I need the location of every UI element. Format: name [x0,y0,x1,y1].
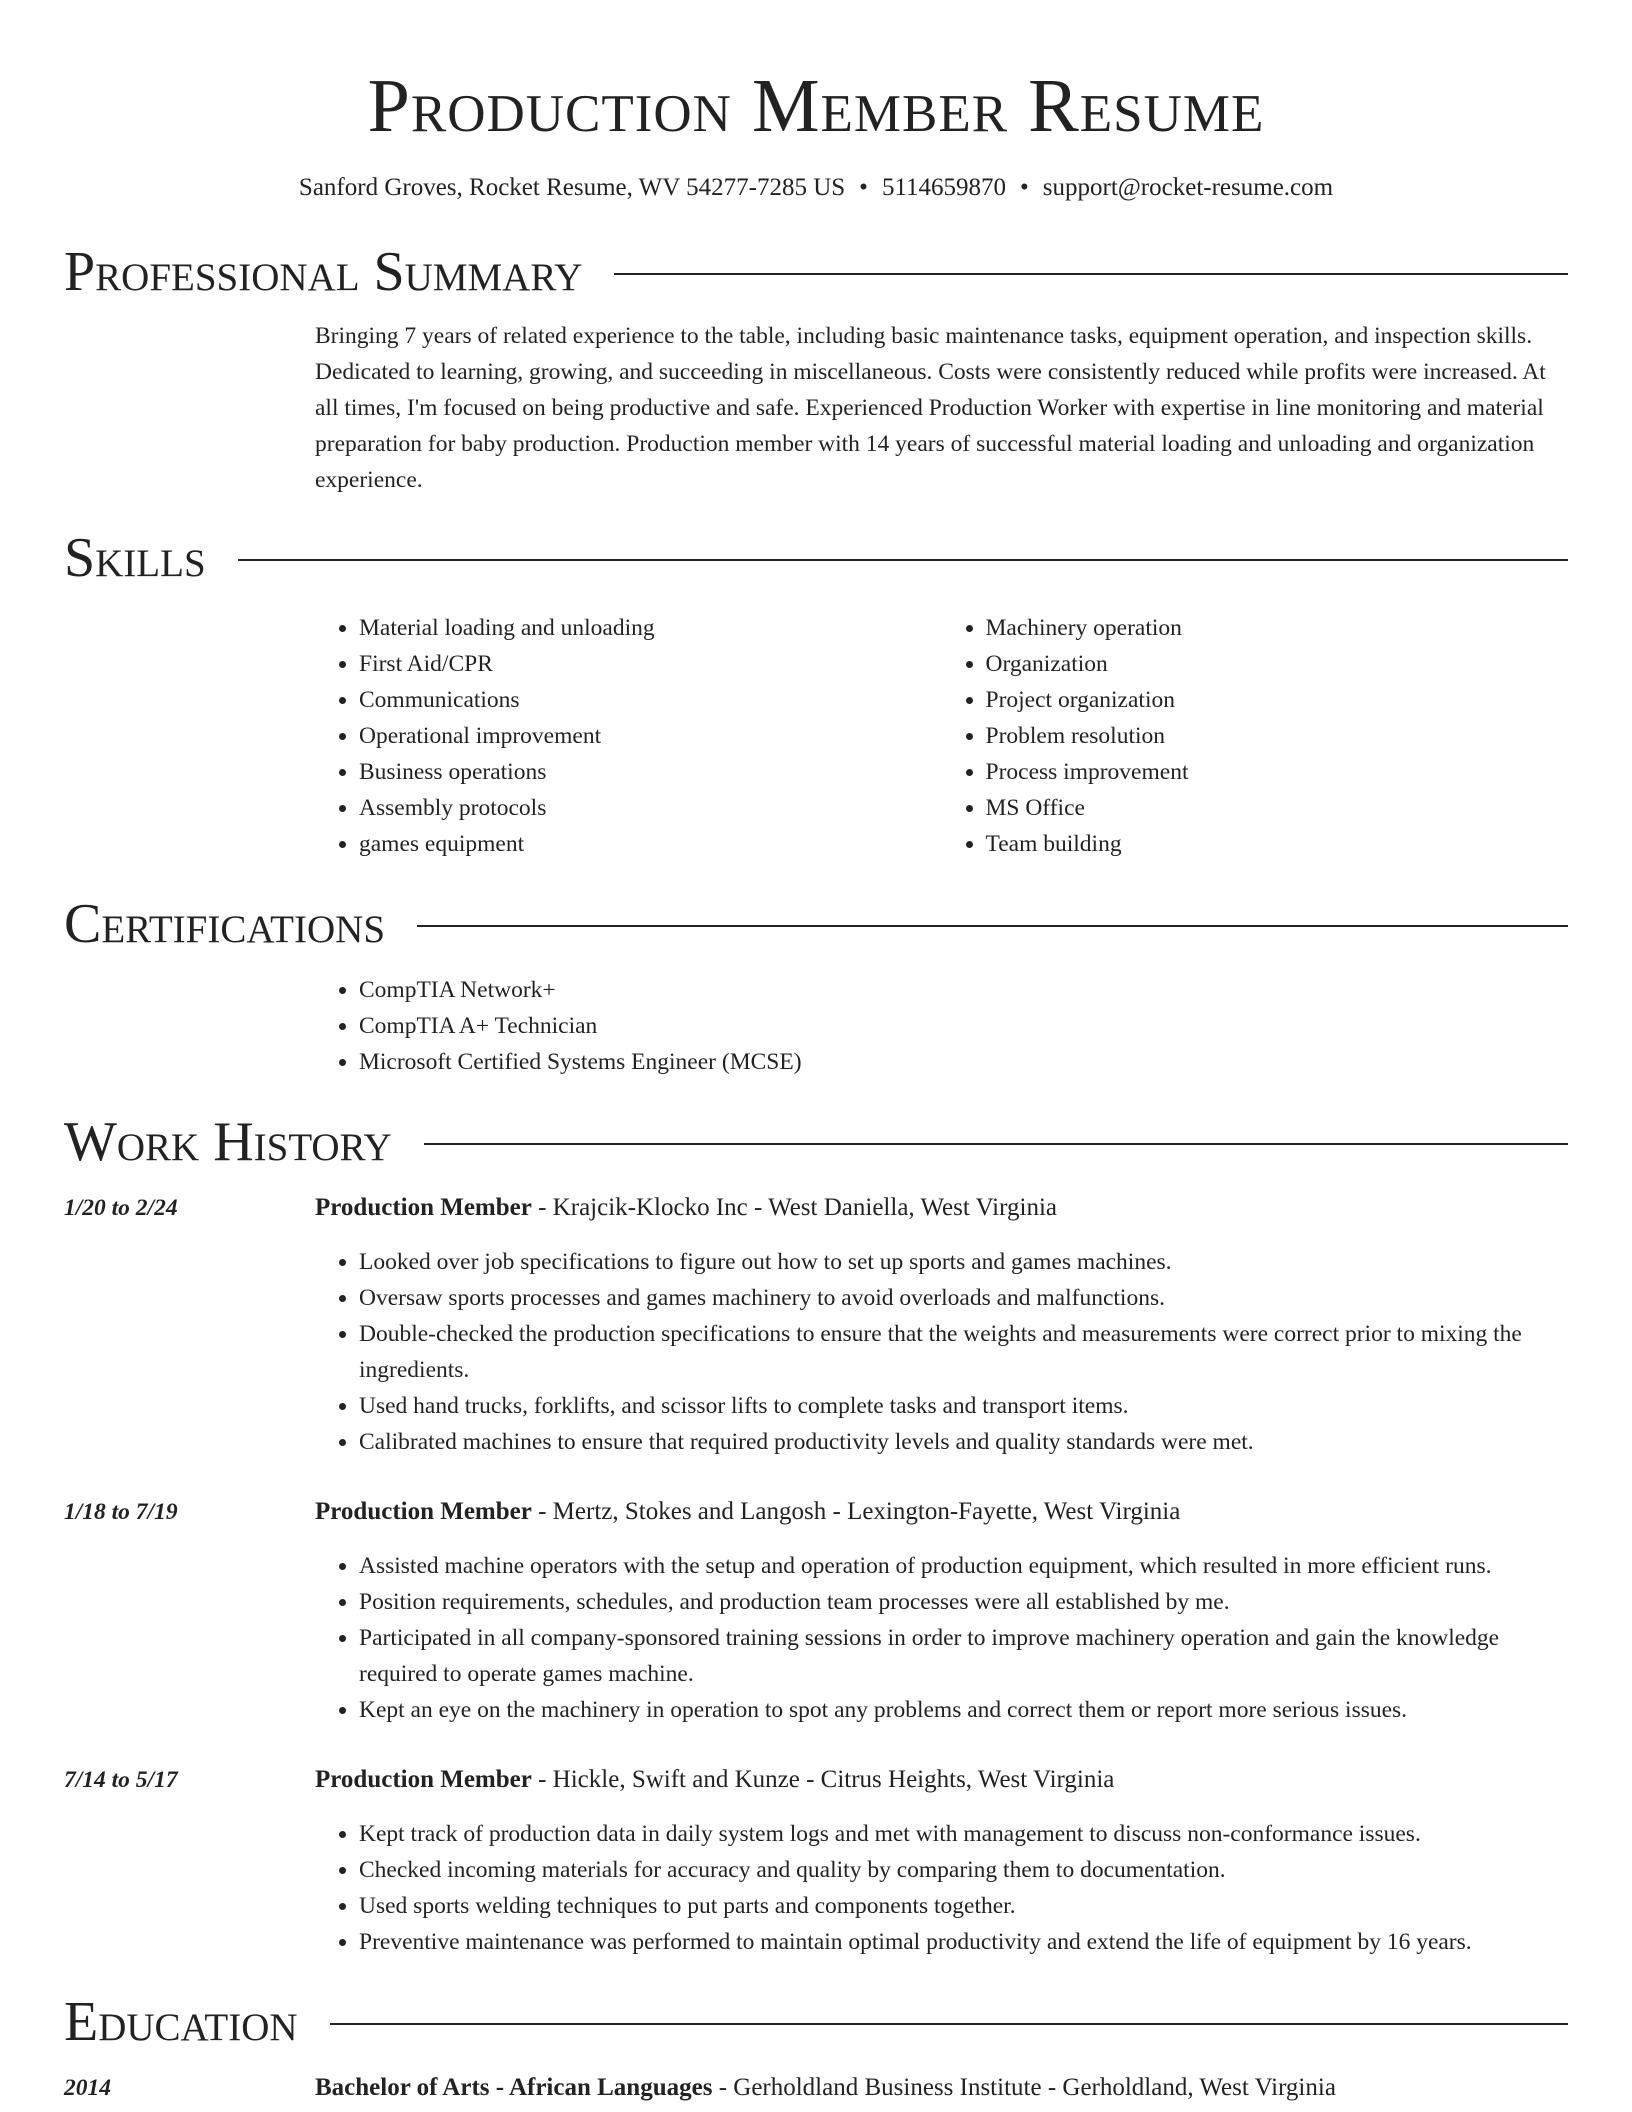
skills-list-right [942,610,1569,862]
skill-item: • Communications [359,682,942,718]
job-bullet: • Position requirements, schedules, and production team processes were all established by me. [359,1584,1568,1620]
certification-item: • Microsoft Certified Systems Engineer (MCSE) [359,1044,1568,1080]
job-bullet: • Assisted machine operators with the setup and operation of production equipment, which resulted in more efficient runs. [359,1548,1568,1584]
certifications-heading: Certifications [64,893,386,955]
job-bullet: • Looked over job specifications to figure out how to set up sports and games machines. [359,1244,1568,1280]
education-section-header [64,1990,1568,2054]
section-divider [417,925,1568,927]
skill-item: • Business operations [359,754,942,790]
contact-email: support@rocket-resume.com [1042,174,1334,201]
skill-item: • Material loading and unloading [359,610,942,646]
skill-item: • games equipment [359,826,942,862]
skill-item: • Operational improvement [359,718,942,754]
skills-list-left [315,610,942,862]
job-bullet: • Used hand trucks, forklifts, and scissor lifts to complete tasks and transport items. [359,1388,1568,1424]
job-title: Production Member [315,1498,532,1525]
job-bullet: • Kept track of production data in daily system logs and met with management to discuss non-conformance issues. [359,1816,1568,1852]
job-bullet: • Used sports welding techniques to put parts and components together. [359,1888,1568,1924]
skill-item: • Assembly protocols [359,790,942,826]
education-year: 2014 [64,2075,111,2101]
section-divider [330,2023,1568,2025]
certification-item: • CompTIA Network+ [359,972,1568,1008]
skill-item: • Team building [986,826,1569,862]
skill-item: • Process improvement [986,754,1569,790]
job-dates: 7/14 to 5/17 [64,1767,178,1793]
job-header [315,1494,1568,1530]
job-dates: 1/18 to 7/19 [64,1499,178,1525]
skills-section-header [64,526,1568,590]
job-title: Production Member [315,1194,532,1221]
education-header [315,2070,1568,2106]
skill-item: • MS Office [986,790,1569,826]
skill-item: • Project organization [986,682,1569,718]
job-bullet: • Preventive maintenance was performed to maintain optimal productivity and extend the life of equipment by 16 years. [359,1924,1568,1960]
job-bullets [315,1548,1568,1728]
job-bullet: • Checked incoming materials for accuracy and quality by comparing them to documentation. [359,1852,1568,1888]
summary-section-header [64,240,1568,304]
job-entry [64,1762,1568,1960]
job-bullet: • Oversaw sports processes and games machinery to avoid overloads and malfunctions. [359,1280,1568,1316]
education-heading: Education [64,1991,298,2053]
skills-columns [315,610,1568,862]
certifications-block [315,972,1568,1080]
education-entry [64,2070,1568,2106]
education-school: - Gerholdland Business Institute - Gerholdland, West Virginia [712,2074,1336,2101]
job-entry [64,1190,1568,1460]
job-bullet: • Double-checked the production specifications to ensure that the weights and measurements were correct prior to mixing the ingredients. [359,1316,1568,1388]
certification-item: • CompTIA A+ Technician [359,1008,1568,1044]
certifications-section-header [64,892,1568,956]
education-degree: Bachelor of Arts - African Languages [315,2074,713,2101]
skills-heading: Skills [64,527,206,589]
summary-heading: Professional Summary [64,241,583,303]
job-bullet: • Participated in all company-sponsored training sessions in order to improve machinery operation and gain the knowledge required to operate games machine. [359,1620,1568,1692]
contact-separator: • [859,174,868,201]
job-employer: - Hickle, Swift and Kunze - Citrus Heights, West Virginia [531,1766,1115,1793]
summary-text: Bringing 7 years of related experience to the table, including basic maintenance tasks, equipment operation, and inspection skills. Dedicated to learning, growing, and succeeding in miscellaneous. Costs were consistently reduced while profits were increased. At all times, I'm focused on being productive and safe. Experienced Production Worker with expertise in line monitoring and material preparation for baby production. Production member with 14 years of successful material loading and unloading and organization experience. [315,323,1546,493]
skill-item: • Organization [986,646,1569,682]
contact-line [64,172,1568,204]
resume-page [64,0,1568,2106]
work-history-heading: Work History [64,1111,392,1173]
job-title: Production Member [315,1766,532,1793]
section-divider [614,273,1568,275]
job-entry [64,1494,1568,1728]
section-divider [424,1143,1568,1145]
work-history-section-header [64,1110,1568,1174]
job-employer: - Krajcik-Klocko Inc - West Daniella, West Virginia [531,1194,1057,1221]
job-dates: 1/20 to 2/24 [64,1195,178,1221]
job-bullet: • Kept an eye on the machinery in operation to spot any problems and correct them or report more serious issues. [359,1692,1568,1728]
job-bullets [315,1816,1568,1960]
skill-item: • First Aid/CPR [359,646,942,682]
job-bullet: • Calibrated machines to ensure that required productivity levels and quality standards were met. [359,1424,1568,1460]
job-header [315,1762,1568,1798]
job-bullets [315,1244,1568,1460]
skill-item: • Machinery operation [986,610,1569,646]
resume-title: Production Member Resume [367,64,1265,148]
job-employer: - Mertz, Stokes and Langosh - Lexington-Fayette, West Virginia [531,1498,1181,1525]
contact-address: Sanford Groves, Rocket Resume, WV 54277-7285 US [298,174,846,201]
skill-item: • Problem resolution [986,718,1569,754]
contact-phone: 5114659870 [881,174,1007,201]
contact-separator: • [1020,174,1029,201]
section-divider [238,559,1568,561]
certifications-list [315,972,1568,1080]
job-header [315,1190,1568,1226]
